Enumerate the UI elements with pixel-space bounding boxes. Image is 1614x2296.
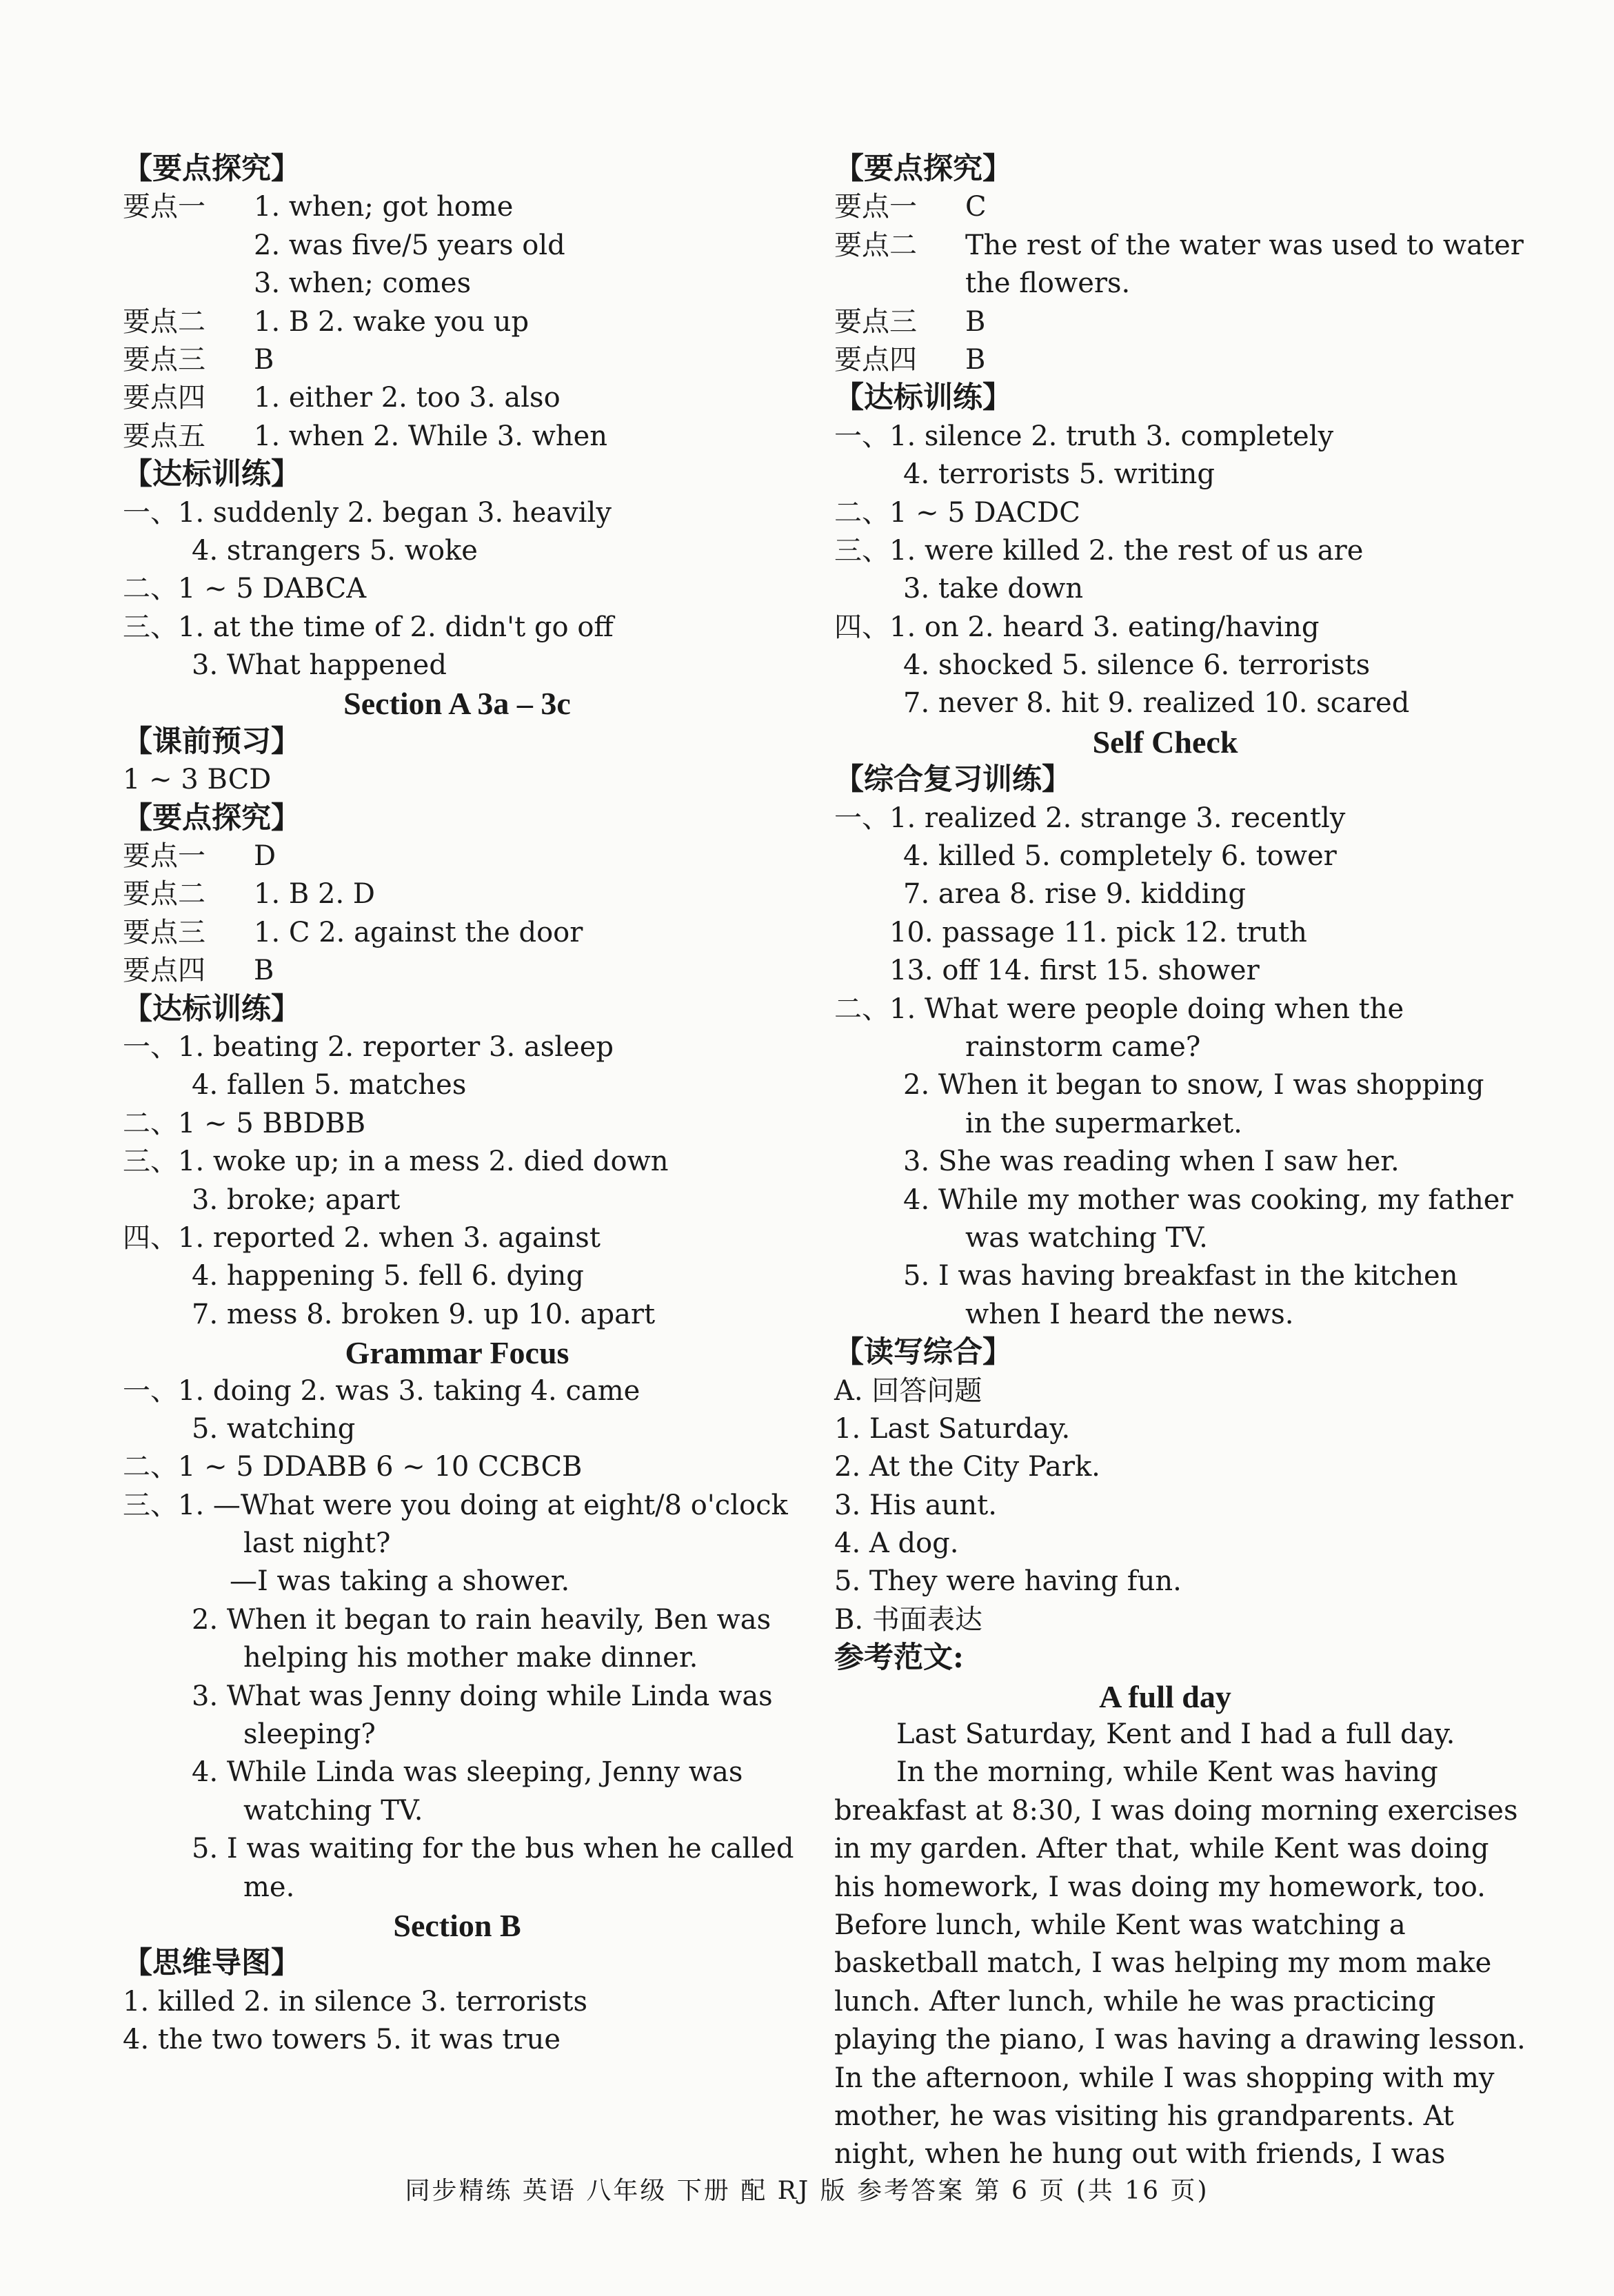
reference-label: 参考范文: bbox=[834, 1640, 964, 1676]
answer-line: 7. never 8. hit 9. realized 10. scared bbox=[903, 687, 1410, 720]
section-heading: 【要点探究】 bbox=[123, 800, 301, 835]
key-point-row: the flowers. bbox=[965, 267, 1131, 300]
key-point-row: 要点一 C bbox=[834, 191, 987, 223]
answer-line: rainstorm came? bbox=[965, 1030, 1201, 1063]
answer-line: 三、1. at the time of 2. didn't go off bbox=[123, 611, 614, 643]
section-heading: 【达标训练】 bbox=[123, 457, 301, 492]
answer-line: 5. They were having fun. bbox=[834, 1565, 1182, 1598]
section-title: Section A 3a – 3c bbox=[343, 686, 571, 722]
answer-line: me. bbox=[243, 1871, 295, 1903]
essay-line: Last Saturday, Kent and I had a full day. bbox=[896, 1718, 1455, 1751]
answer-line: 5. I was waiting for the bus when he called bbox=[192, 1833, 794, 1865]
section-heading: 【课前预习】 bbox=[123, 724, 301, 759]
answer-line: 3. What was Jenny doing while Linda was bbox=[192, 1680, 773, 1712]
answer-line: 4. fallen 5. matches bbox=[192, 1069, 467, 1101]
essay-title: A full day bbox=[1099, 1678, 1231, 1714]
essay-line: his homework, I was doing my homework, too. bbox=[834, 1871, 1486, 1903]
answer-line: 一、1. silence 2. truth 3. completely bbox=[834, 420, 1334, 452]
answer-line: 一、1. realized 2. strange 3. recently bbox=[834, 802, 1346, 834]
answer-line: 一、1. beating 2. reporter 3. asleep bbox=[123, 1030, 614, 1063]
key-point-row: 要点四 B bbox=[123, 955, 274, 987]
essay-line: lunch. After lunch, while he was practicing bbox=[834, 1985, 1436, 2018]
left-column bbox=[123, 150, 794, 2060]
key-point-row: 要点一 D bbox=[123, 840, 276, 873]
answer-line: sleeping? bbox=[243, 1718, 376, 1751]
answer-line: 三、1. —What were you doing at eight/8 o'clock bbox=[123, 1489, 788, 1521]
answer-line: 13. off 14. first 15. shower bbox=[889, 955, 1260, 987]
answer-line: 4. strangers 5. woke bbox=[192, 534, 478, 567]
key-point-row: 要点四 B bbox=[834, 343, 986, 376]
essay-line: Before lunch, while Kent was watching a bbox=[834, 1909, 1406, 1941]
answer-line: 4. shocked 5. silence 6. terrorists bbox=[903, 649, 1371, 682]
page-footer: 同步精练 英语 八年级 下册 配 RJ 版 参考答案 第 6 页 (共 16 页) bbox=[405, 2177, 1209, 2205]
answer-line: 4. the two towers 5. it was true bbox=[123, 2024, 561, 2056]
essay-line: breakfast at 8:30, I was doing morning exercises bbox=[834, 1794, 1518, 1827]
answer-line: in the supermarket. bbox=[965, 1107, 1242, 1139]
essay-line: night, when he hung out with friends, I was bbox=[834, 2138, 1446, 2171]
answer-line: 2. At the City Park. bbox=[834, 1451, 1100, 1483]
key-point-row: 要点三 1. C 2. against the door bbox=[123, 916, 583, 948]
subsection-label: A. 回答问题 bbox=[834, 1374, 982, 1407]
answer-line: 三、1. woke up; in a mess 2. died down bbox=[123, 1146, 669, 1178]
essay-line: basketball match, I was helping my mom make bbox=[834, 1947, 1492, 1980]
key-point-row: 要点二 The rest of the water was used to water bbox=[834, 229, 1524, 261]
answer-line: 三、1. were killed 2. the rest of us are bbox=[834, 534, 1364, 567]
answer-line: watching TV. bbox=[243, 1794, 423, 1827]
answer-line: 4. terrorists 5. writing bbox=[903, 458, 1215, 491]
section-title: Grammar Focus bbox=[345, 1335, 569, 1371]
essay-line: In the afternoon, while I was shopping with my bbox=[834, 2062, 1495, 2094]
answer-line: last night? bbox=[243, 1527, 391, 1560]
answer-line: 二、1 ~ 5 BBDBB bbox=[123, 1107, 366, 1139]
answer-line: 10. passage 11. pick 12. truth bbox=[889, 916, 1307, 948]
subsection-label: B. 书面表达 bbox=[834, 1603, 982, 1636]
section-heading: 【达标训练】 bbox=[123, 991, 301, 1026]
section-title: Section B bbox=[393, 1907, 521, 1943]
essay-line: playing the piano, I was having a drawing lesson. bbox=[834, 2024, 1526, 2056]
answer-line: 7. area 8. rise 9. kidding bbox=[903, 878, 1247, 911]
answer-line: when I heard the news. bbox=[965, 1298, 1294, 1330]
key-point-row: 要点三 B bbox=[834, 305, 986, 338]
section-title: Self Check bbox=[1092, 724, 1238, 760]
answer-line: 1. Last Saturday. bbox=[834, 1412, 1071, 1445]
essay-line: mother, he was visiting his grandparents. At bbox=[834, 2100, 1454, 2132]
answer-line: 4. While Linda was sleeping, Jenny was bbox=[192, 1756, 743, 1789]
answer-line: 四、1. reported 2. when 3. against bbox=[123, 1221, 601, 1254]
answer-line: 二、1 ~ 5 DACDC bbox=[834, 496, 1080, 529]
answer-line: 2. When it began to rain heavily, Ben was bbox=[192, 1603, 771, 1636]
answer-line: 1. killed 2. in silence 3. terrorists bbox=[123, 1985, 587, 2018]
answer-line: 2. When it began to snow, I was shopping bbox=[903, 1069, 1484, 1101]
key-point-row: 要点四 1. either 2. too 3. also bbox=[123, 382, 561, 414]
answer-line: 3. His aunt. bbox=[834, 1489, 997, 1521]
answer-line: 四、1. on 2. heard 3. eating/having bbox=[834, 611, 1320, 643]
section-heading: 【思维导图】 bbox=[123, 1946, 301, 1981]
answer-line: —I was taking a shower. bbox=[230, 1565, 570, 1598]
key-point-row: 要点三 B bbox=[123, 343, 274, 376]
answer-line: 4. killed 5. completely 6. tower bbox=[903, 840, 1337, 873]
answer-line: 5. I was having breakfast in the kitchen bbox=[903, 1260, 1458, 1292]
section-heading: 【达标训练】 bbox=[834, 380, 1012, 416]
answer-line: 4. A dog. bbox=[834, 1527, 959, 1560]
right-column bbox=[834, 150, 1526, 2174]
key-point-row: 要点五 1. when 2. While 3. when bbox=[123, 420, 608, 452]
answer-line: 二、1 ~ 5 DABCA bbox=[123, 573, 367, 605]
answer-line: 3. She was reading when I saw her. bbox=[903, 1146, 1400, 1178]
answer-line: 二、1. What were people doing when the bbox=[834, 993, 1404, 1025]
essay-line: In the morning, while Kent was having bbox=[896, 1756, 1438, 1789]
answer-line: 3. What happened bbox=[192, 649, 447, 682]
answer-line: was watching TV. bbox=[965, 1221, 1208, 1254]
section-heading: 【要点探究】 bbox=[834, 152, 1012, 186]
key-point-row: 2. was five/5 years old bbox=[254, 229, 565, 261]
answer-line: 1 ~ 3 BCD bbox=[123, 764, 272, 796]
answer-line: 一、1. doing 2. was 3. taking 4. came bbox=[123, 1374, 640, 1407]
answer-line: 4. While my mother was cooking, my father bbox=[903, 1183, 1513, 1216]
key-point-row: 要点二 1. B 2. wake you up bbox=[123, 305, 529, 338]
answer-line: 5. watching bbox=[192, 1412, 356, 1445]
answer-line: 一、1. suddenly 2. began 3. heavily bbox=[123, 496, 612, 529]
answer-line: 二、1 ~ 5 DDABB 6 ~ 10 CCBCB bbox=[123, 1451, 583, 1483]
section-heading: 【读写综合】 bbox=[834, 1335, 1012, 1370]
answer-line: 7. mess 8. broken 9. up 10. apart bbox=[192, 1298, 656, 1330]
answer-line: 3. broke; apart bbox=[192, 1183, 401, 1216]
key-point-row: 要点二 1. B 2. D bbox=[123, 878, 375, 911]
section-heading: 【综合复习训练】 bbox=[834, 762, 1071, 797]
essay-line: in my garden. After that, while Kent was doing bbox=[834, 1833, 1489, 1865]
key-point-row: 要点一 1. when; got home bbox=[123, 191, 514, 223]
section-heading: 【要点探究】 bbox=[123, 152, 301, 186]
answer-line: 3. take down bbox=[903, 573, 1084, 605]
answer-line: 4. happening 5. fell 6. dying bbox=[192, 1260, 584, 1292]
answer-line: helping his mother make dinner. bbox=[243, 1642, 698, 1674]
key-point-row: 3. when; comes bbox=[254, 267, 472, 300]
